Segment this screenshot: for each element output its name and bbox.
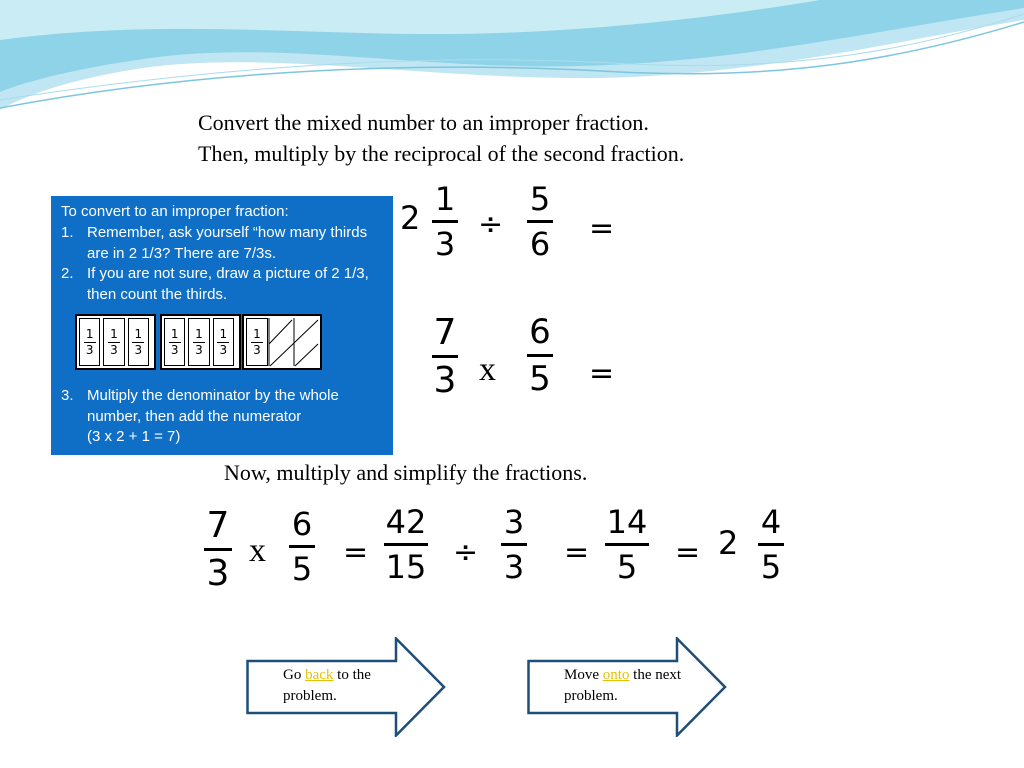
denominator: 15 (385, 548, 427, 586)
numerator: 6 (529, 312, 551, 352)
thirds-whole-2 (160, 314, 241, 370)
fraction-bar (384, 543, 428, 546)
denominator: 5 (760, 548, 782, 586)
equals-sign: = (589, 356, 615, 391)
simplify-fraction-a (204, 505, 232, 594)
instruction-line-1: Convert the mixed number to an improper fraction. (198, 110, 649, 135)
denominator: 3 (434, 225, 456, 263)
problem-fraction-2 (527, 180, 553, 263)
step-text: Remember, ask yourself “how many thirds are in 2 1/3? There are 7/3s. (87, 224, 368, 262)
fraction-bar (758, 543, 784, 546)
fraction-bar (432, 355, 458, 358)
problem-whole-number: 2 (400, 199, 421, 237)
step-number: 3. (61, 387, 74, 404)
step-text: Multiply the denominator by the whole number, then add the numerator (87, 387, 339, 425)
third-cell: 1 3 (128, 318, 149, 366)
simplify-fraction-d (501, 503, 527, 586)
denominator: 3 (503, 548, 525, 586)
numerator: 7 (206, 505, 230, 546)
fraction-bar (527, 220, 553, 223)
denominator: 5 (529, 359, 551, 399)
numerator: 1 (434, 180, 456, 218)
answer-whole-number: 2 (718, 524, 739, 562)
numerator: 7 (433, 312, 457, 353)
fraction-bar (432, 220, 458, 223)
denominator: 3 (433, 360, 457, 401)
reciprocal-fraction-1 (432, 312, 458, 401)
tip-title: To convert to an improper fraction: (61, 203, 289, 220)
problem-fraction-1 (432, 180, 458, 263)
denominator: 5 (616, 548, 638, 586)
equals-sign: = (343, 535, 369, 570)
numerator: 6 (291, 505, 313, 543)
third-cell: 1 3 (188, 318, 209, 366)
denominator: 6 (529, 225, 551, 263)
equals-sign: = (589, 211, 615, 246)
fraction-bar (605, 543, 649, 546)
third-cell: 1 3 (246, 318, 268, 366)
numerator: 14 (606, 503, 648, 541)
third-cell: 1 3 (79, 318, 100, 366)
reciprocal-fraction-2 (527, 312, 553, 399)
simplify-fraction-b (289, 505, 315, 588)
thirds-whole-1 (75, 314, 156, 370)
step-number: 2. (61, 265, 74, 282)
onto-link[interactable]: onto (602, 667, 630, 683)
simplify-fraction-f (758, 503, 784, 586)
times-operator: x (479, 351, 496, 388)
denominator: 5 (291, 550, 313, 588)
instruction-line-2: Then, multiply by the reciprocal of the second fraction. (198, 141, 685, 166)
equals-sign: = (564, 535, 590, 570)
numerator: 4 (760, 503, 782, 541)
fraction-bar (289, 545, 315, 548)
numerator: 5 (529, 180, 551, 218)
simplify-fraction-e (605, 503, 649, 586)
denominator: 3 (206, 553, 230, 594)
simplify-fraction-c (384, 503, 428, 586)
equals-sign: = (675, 535, 701, 570)
go-back-label: Go back to the problem. (283, 667, 371, 704)
third-cell: 1 3 (164, 318, 185, 366)
divide-operator: ÷ (453, 535, 479, 570)
times-operator: x (249, 532, 266, 569)
next-problem-label: Move onto the next problem. (564, 667, 682, 704)
step-number: 1. (61, 224, 74, 241)
third-cell: 1 3 (213, 318, 234, 366)
step-text: If you are not sure, draw a picture of 2 1/3, then count the thirds. (87, 265, 369, 303)
step-equation: (3 x 2 + 1 = 7) (87, 428, 181, 445)
hatched-thirds-icon (242, 314, 322, 370)
numerator: 3 (503, 503, 525, 541)
back-link[interactable]: back (305, 667, 334, 683)
tip-step-1 (61, 223, 381, 264)
fraction-bar (527, 354, 553, 357)
fraction-bar (204, 548, 232, 551)
third-cell: 1 3 (103, 318, 124, 366)
tip-step-2 (61, 264, 381, 305)
fraction-bar (501, 543, 527, 546)
tip-step-3 (61, 386, 381, 448)
simplify-heading: Now, multiply and simplify the fractions. (224, 460, 588, 485)
numerator: 42 (385, 503, 427, 541)
divide-operator: ÷ (478, 207, 504, 242)
